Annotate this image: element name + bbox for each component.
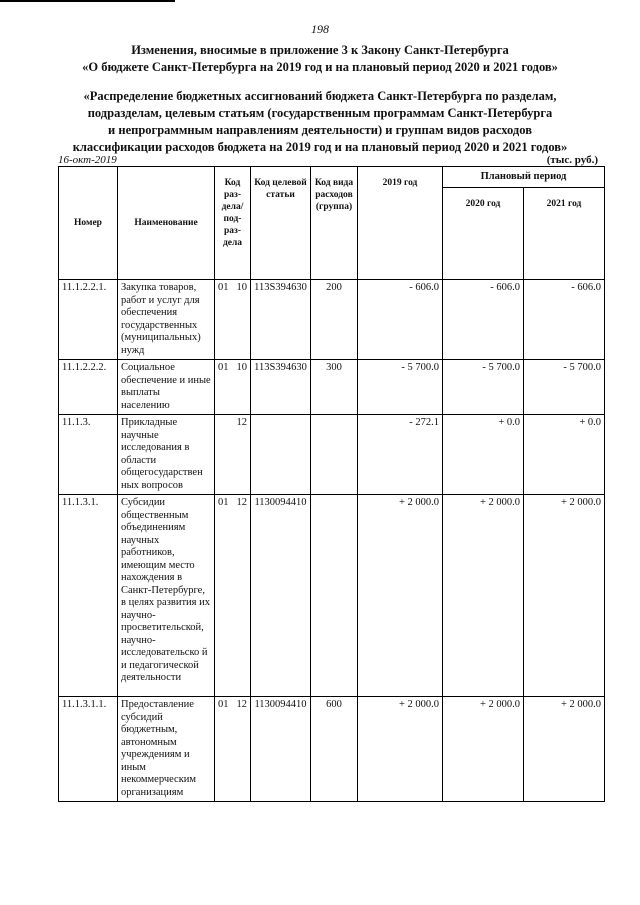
- row-2021-value: - 5 700.0: [524, 360, 605, 415]
- col-section-header: Код раз-дела/ под-раз-дела: [215, 167, 251, 280]
- row-expense-code: 200: [311, 280, 358, 360]
- row-target-code: 1130094410: [251, 697, 311, 802]
- row-number: 11.1.3.: [59, 415, 118, 495]
- top-rule: [0, 0, 175, 2]
- table-row: [59, 360, 605, 415]
- row-expense-code: 600: [311, 697, 358, 802]
- row-section-code: [215, 697, 251, 802]
- subtitle-line: «Распределение бюджетных ассигнований бюджета Санкт-Петербурга по разделам,: [83, 89, 557, 103]
- col-2020-header: 2020 год: [443, 188, 524, 280]
- planned-period-header: Плановый период: [443, 167, 605, 188]
- document-title: [40, 42, 600, 76]
- podrazdel-code: 10: [236, 282, 247, 293]
- table-row: [59, 415, 605, 495]
- table-row: [59, 280, 605, 360]
- row-2021-value: + 2 000.0: [524, 697, 605, 802]
- row-2021-value: + 0.0: [524, 415, 605, 495]
- row-2019-value: - 272.1: [358, 415, 443, 495]
- razdel-code: 01: [218, 362, 229, 373]
- row-expense-code: [311, 415, 358, 495]
- row-target-code: 113S394630: [251, 360, 311, 415]
- row-target-code: 113S394630: [251, 280, 311, 360]
- razdel-code: 01: [218, 282, 229, 293]
- col-name-header: Наименование: [118, 167, 215, 280]
- row-name: Прикладные научные исследования в области общегосударствен ных вопросов: [118, 415, 215, 495]
- col-2021-header: 2021 год: [524, 188, 605, 280]
- header-row: [59, 167, 605, 188]
- row-section-code: [215, 415, 251, 495]
- row-number: 11.1.2.2.1.: [59, 280, 118, 360]
- row-section-code: [215, 280, 251, 360]
- row-2020-value: + 2 000.0: [443, 697, 524, 802]
- row-2020-value: + 2 000.0: [443, 495, 524, 697]
- row-2019-value: - 606.0: [358, 280, 443, 360]
- podrazdel-code: 12: [236, 417, 247, 428]
- row-name: Закупка товаров, работ и услуг для обеспечения государственных (муниципальных) нужд: [118, 280, 215, 360]
- units-label: (тыс. руб.): [546, 154, 598, 166]
- podrazdel-code: 12: [236, 699, 247, 710]
- row-2019-value: - 5 700.0: [358, 360, 443, 415]
- podrazdel-code: 12: [236, 497, 247, 508]
- row-2020-value: - 5 700.0: [443, 360, 524, 415]
- col-2019-header: 2019 год: [358, 167, 443, 280]
- row-target-code: 1130094410: [251, 495, 311, 697]
- row-name: Социальное обеспечение и иные выплаты населению: [118, 360, 215, 415]
- row-2019-value: + 2 000.0: [358, 495, 443, 697]
- title-line: «О бюджете Санкт-Петербурга на 2019 год и на плановый период 2020 и 2021 годов»: [82, 60, 558, 74]
- document-date: 16-окт-2019: [58, 154, 117, 166]
- budget-table: [58, 166, 605, 802]
- row-2021-value: - 606.0: [524, 280, 605, 360]
- row-expense-code: [311, 495, 358, 697]
- row-section-code: [215, 360, 251, 415]
- col-target-header: Код целевой статьи: [251, 167, 311, 280]
- row-2021-value: + 2 000.0: [524, 495, 605, 697]
- subtitle-line: подразделам, целевым статьям (государственным программам Санкт-Петербурга: [87, 106, 553, 120]
- row-number: 11.1.3.1.: [59, 495, 118, 697]
- row-number: 11.1.2.2.2.: [59, 360, 118, 415]
- row-section-code: [215, 495, 251, 697]
- row-target-code: [251, 415, 311, 495]
- table-row: [59, 697, 605, 802]
- row-2019-value: + 2 000.0: [358, 697, 443, 802]
- document-subtitle: [40, 88, 600, 156]
- col-expense-header: Код вида расходов (группа): [311, 167, 358, 280]
- row-expense-code: 300: [311, 360, 358, 415]
- subtitle-line: и непрограммным направлениям деятельности) и группам видов расходов: [108, 123, 532, 137]
- razdel-code: 01: [218, 497, 229, 508]
- title-line: Изменения, вносимые в приложение 3 к Закону Санкт-Петербурга: [131, 43, 509, 57]
- row-2020-value: + 0.0: [443, 415, 524, 495]
- subtitle-line: классификации расходов бюджета на 2019 год и на плановый период 2020 и 2021 годов»: [72, 140, 568, 154]
- razdel-code: 01: [218, 699, 229, 710]
- page-number: 198: [311, 22, 329, 36]
- table-row: [59, 495, 605, 697]
- row-2020-value: - 606.0: [443, 280, 524, 360]
- col-number-header: Номер: [59, 167, 118, 280]
- row-name: Предоставление субсидий бюджетным, автономным учреждениям и иным некоммерческим организациям: [118, 697, 215, 802]
- row-name: Субсидии общественным объединениям научных работников, имеющим место нахождения в Санкт-Петербурге, в целях развития их научно-просветительской, научно-исследовательско й и педагогической деятельности: [118, 495, 215, 697]
- row-number: 11.1.3.1.1.: [59, 697, 118, 802]
- podrazdel-code: 10: [236, 362, 247, 373]
